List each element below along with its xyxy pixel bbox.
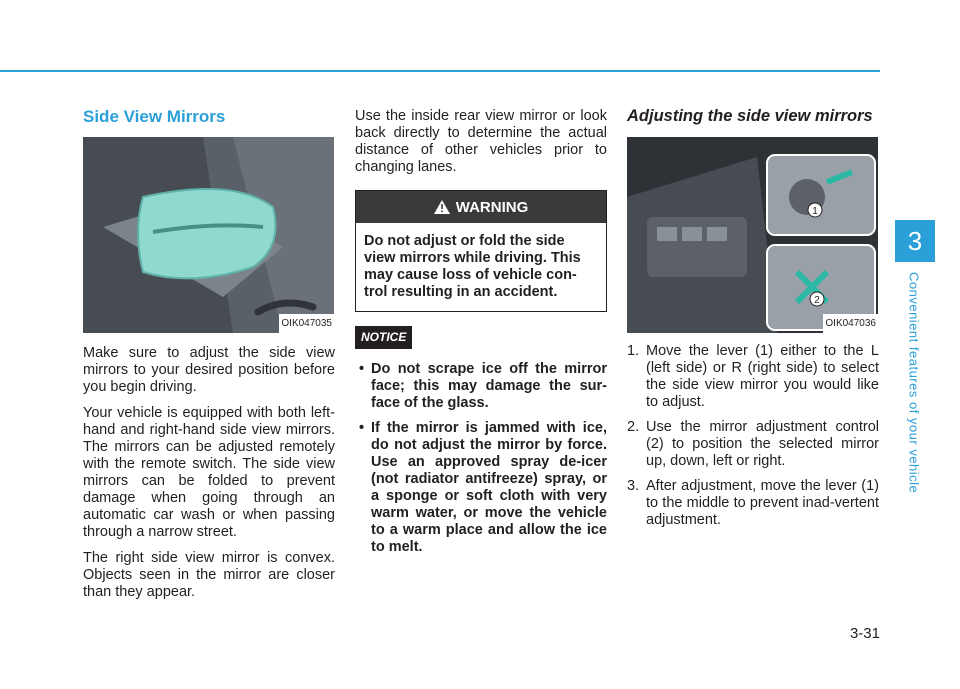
- section-heading: Side View Mirrors: [83, 107, 226, 126]
- notice-list: [355, 361, 607, 556]
- warning-text: Do not adjust or fold the side view mirrors while driving. This may cause loss of vehicle con-trol resulting in an accident.: [364, 233, 581, 300]
- steps-list: [627, 343, 879, 529]
- control-illustration: [627, 137, 878, 333]
- callout-1: 1: [812, 206, 818, 217]
- column-right: [627, 108, 879, 537]
- list-item: • If the mirror is jammed with ice, do not adjust the mirror by force. Use an approved spray de-icer (not radiator antifreeze) spray, or a sponge or soft cloth with very warm water, or move the vehicle to a warm place and allow the ice to melt.: [355, 420, 607, 556]
- list-item: • Do not scrape ice off the mirror face; this may damage the sur-face of the glass.: [355, 361, 607, 412]
- door-switch-photo-icon: [627, 137, 878, 333]
- chapter-tab: 3: [895, 220, 935, 262]
- chapter-side-title: Convenient features of your vehicle: [906, 272, 922, 494]
- warning-header: WARNING: [356, 191, 606, 223]
- warning-triangle-icon: [434, 200, 450, 214]
- section-heading: Adjusting the side view mirrors: [627, 107, 873, 125]
- image-caption: OIK047036: [823, 314, 878, 333]
- callout-2: 2: [814, 295, 820, 306]
- image-caption: OIK047035: [279, 314, 334, 333]
- column-left: [83, 108, 335, 610]
- intro-paragraph: Use the inside rear view mirror or look back directly to determine the actual distance of other vehicles prior to changing lanes.: [355, 108, 607, 175]
- warning-box: [355, 190, 607, 312]
- paragraph: Your vehicle is equipped with both left-hand and right-hand side view mirrors. The mirrors can be adjusted remotely with the remote switch. The side view mirrors can be folded to prevent damage when going through an automatic car wash or when passing through a narrow street.: [83, 405, 335, 540]
- header-rule: [0, 70, 880, 72]
- column-middle: [355, 108, 607, 564]
- mirror-illustration: [83, 137, 334, 333]
- paragraph: Make sure to adjust the side view mirrors to your desired position before you begin driving.: [83, 345, 335, 395]
- list-item: 1. Move the lever (1) either to the L (left side) or R (right side) to select the side view mirror you would like to adjust.: [627, 343, 879, 410]
- list-item: 3. After adjustment, move the lever (1) to the middle to prevent inad-vertent adjustment.: [627, 478, 879, 528]
- list-item: 2. Use the mirror adjustment control (2) to position the selected mirror up, down, left or right.: [627, 419, 879, 469]
- page-number: 3-31: [849, 625, 880, 642]
- mirror-photo-icon: [83, 137, 334, 333]
- paragraph: The right side view mirror is convex. Objects seen in the mirror are closer than they appear.: [83, 550, 335, 600]
- notice-label: NOTICE: [355, 326, 412, 349]
